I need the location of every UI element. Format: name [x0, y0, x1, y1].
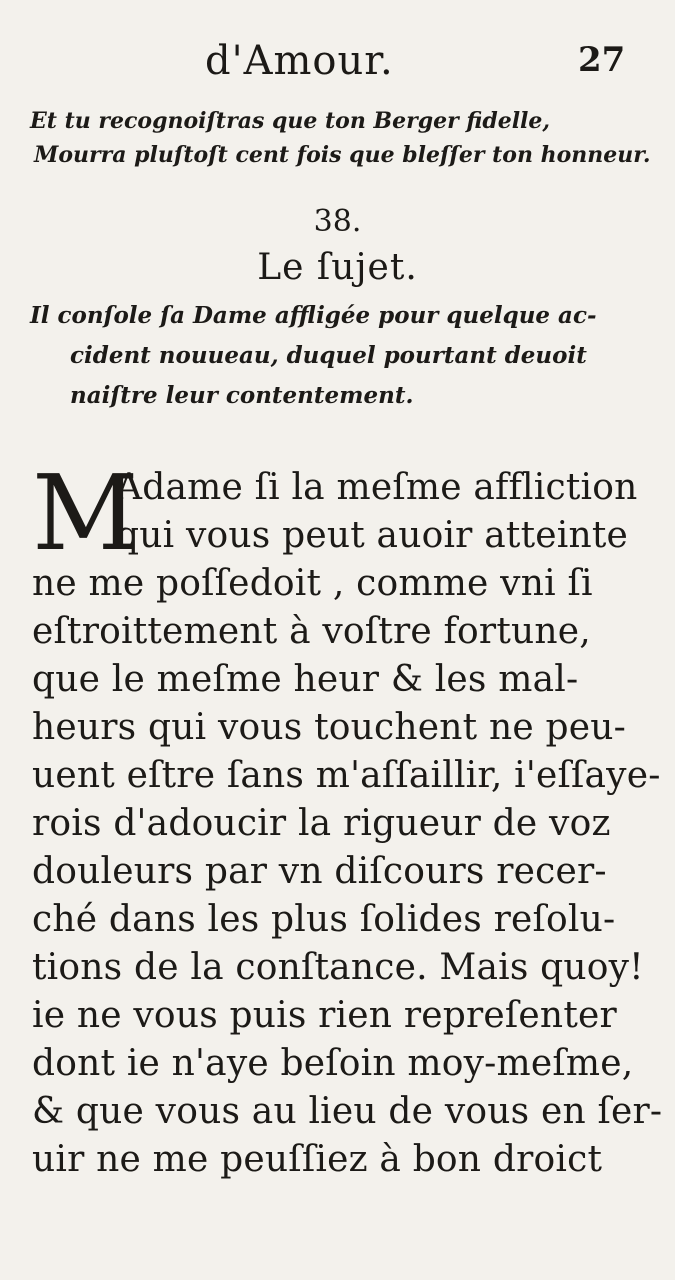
- drop-cap: M: [32, 452, 139, 574]
- body-line: douleurs par vn diſcours recer-: [32, 851, 607, 892]
- body-line: ché dans les plus ſolides reſolu-: [32, 899, 616, 940]
- body-line: rois d'adoucir la rigueur de voz: [32, 803, 611, 844]
- body-line: heurs qui vous touchent ne peu-: [32, 707, 627, 748]
- body-line: tions de la conſtance. Mais quoy!: [32, 947, 644, 988]
- body-line: ne me poſſedoit , comme vni ſi: [32, 563, 593, 604]
- running-title: d'Amour.: [205, 38, 394, 84]
- body-line: & que vous au lieu de vous en ſer-: [32, 1091, 663, 1132]
- section-title: Le ſujet.: [257, 247, 418, 288]
- body-line: que le meſme heur & les mal-: [32, 659, 579, 700]
- verse-line: Et tu recognoiſtras que ton Berger fidelle,: [30, 108, 551, 134]
- page-number: 27: [578, 40, 626, 80]
- body-line: ie ne vous puis rien repreſenter: [32, 995, 617, 1036]
- body-line: dont ie n'aye beſoin moy-meſme,: [32, 1043, 634, 1084]
- body-line: qui vous peut auoir atteinte: [116, 515, 629, 556]
- argument-line: Il conſole ſa Dame affligée pour quelque ac-: [30, 302, 597, 329]
- body-line: Adame ſi la meſme affliction: [116, 467, 638, 508]
- verse-ending: [30, 104, 651, 172]
- body-line: eſtroittement à voſtre fortune,: [32, 611, 591, 652]
- verse-line: Mourra pluſtoſt cent fois que bleſſer ton honneur.: [34, 142, 651, 168]
- body-text: [32, 452, 663, 1184]
- body-line: uent eſtre ſans m'aſſaillir, i'eſſaye-: [32, 755, 661, 796]
- argument: [30, 296, 630, 416]
- argument-line: cident nouueau, duquel pourtant deuoit: [70, 342, 587, 369]
- section-number: 38.: [313, 204, 362, 239]
- body-line: uir ne me peuſſiez à bon droict: [32, 1139, 603, 1180]
- argument-line: naiſtre leur contentement.: [70, 382, 414, 409]
- page-header: [0, 38, 675, 88]
